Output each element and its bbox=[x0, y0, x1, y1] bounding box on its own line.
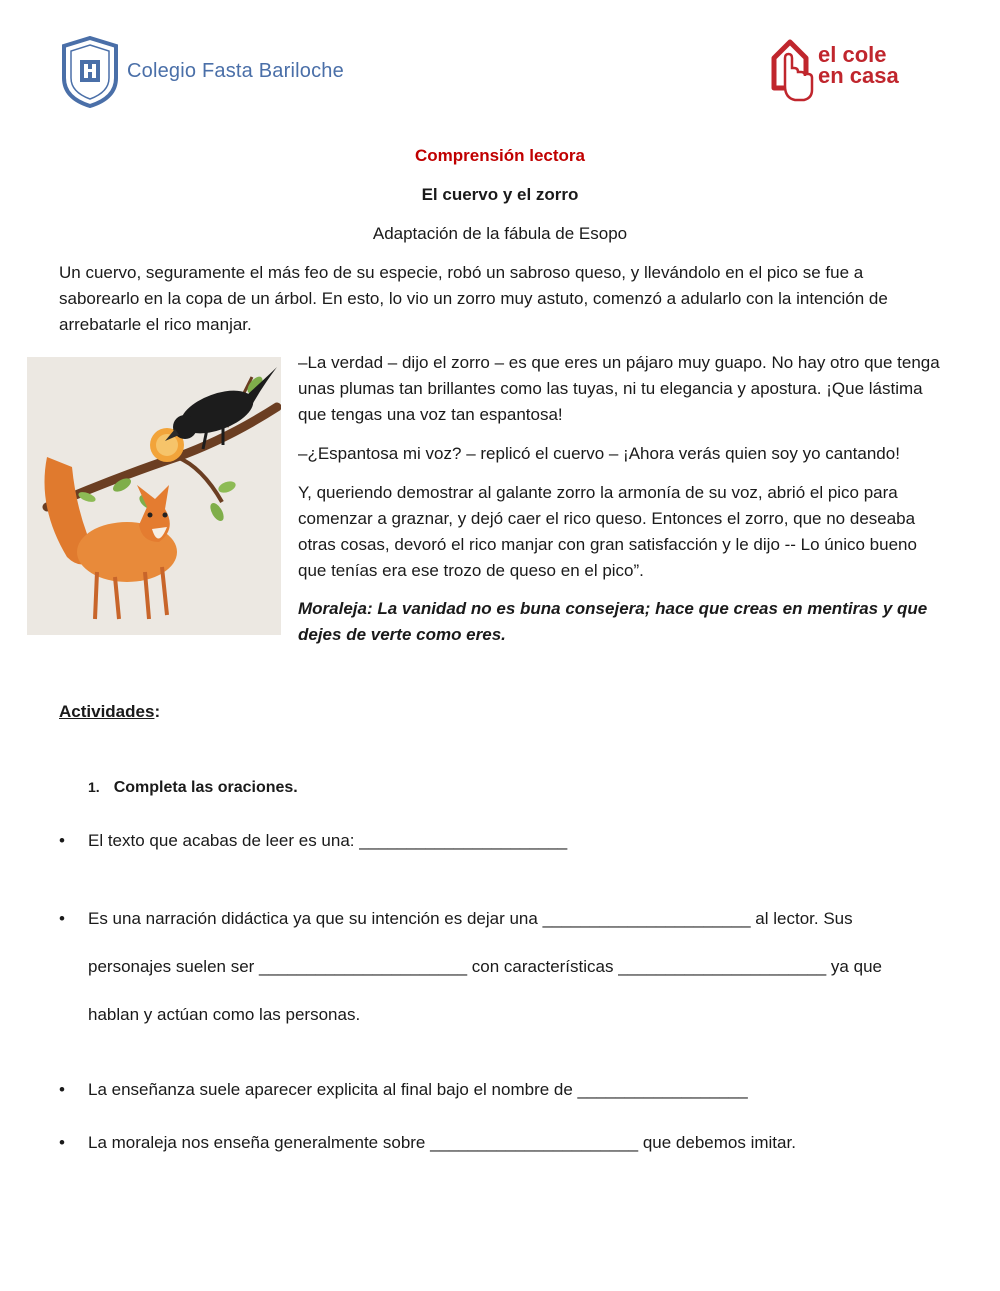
activities-heading-text: Actividades bbox=[59, 702, 155, 721]
crow-fox-illustration bbox=[27, 357, 281, 635]
bullet-text[interactable]: El texto que acabas de leer es una: ______________________ bbox=[88, 831, 568, 850]
home-hand-icon bbox=[768, 36, 818, 106]
bullet-text[interactable]: La enseñanza suele aparecer explicita al final bajo el nombre de __________________ bbox=[88, 1080, 748, 1099]
bullet-icon: • bbox=[59, 831, 65, 850]
question-1 bbox=[88, 779, 298, 797]
story-paragraph-2: –¿Espantosa mi voz? – replicó el cuervo – ¡Ahora verás quien soy yo cantando! bbox=[298, 444, 900, 463]
bullet-item-4 bbox=[59, 1133, 796, 1153]
question-number: 1. bbox=[88, 779, 100, 795]
story-title: El cuervo y el zorro bbox=[421, 185, 579, 204]
brand-line-1: el cole bbox=[818, 42, 887, 67]
story-paragraph-1: –La verdad – dijo el zorro – es que eres un pájaro muy guapo. No hay otro que tenga unas plumas tan brillantes como las tuyas, ni tu elegancia y apostura. ¡Que lástima que tengas una voz tan espantosa! bbox=[298, 353, 940, 424]
brand-name bbox=[818, 44, 899, 86]
bullet-icon: • bbox=[59, 1133, 65, 1152]
bullet-item-2-line-2[interactable]: personajes suelen ser ______________________ con características ______________________ ya que bbox=[88, 957, 882, 976]
story-moral: Moraleja: La vanidad no es buna consejera; hace que creas en mentiras y que dejes de verte como eres. bbox=[298, 599, 928, 644]
story-paragraph-3: Y, queriendo demostrar al galante zorro la armonía de su voz, abrió el pico para comenzar a graznar, y dejó caer el rico queso. Entonces el zorro, que no deseaba otras cosas, devoró el rico manjar con gran satisfacción y le dijo -- Lo único bueno que tenías era ese trozo de queso en el pico”. bbox=[298, 483, 917, 580]
bullet-text[interactable]: La moraleja nos enseña generalmente sobre ______________________ que debemos imitar. bbox=[88, 1133, 796, 1152]
story-intro: Un cuervo, seguramente el más feo de su especie, robó un sabroso queso, y llevándolo en el pico se fue a saborearlo en la copa de un árbol. En esto, lo vio un zorro muy astuto, comenzó a adularlo con la intención de arrebatarle el rico manjar. bbox=[59, 263, 888, 334]
bullet-item-2-line-3: hablan y actúan como las personas. bbox=[88, 1005, 361, 1024]
section-title: Comprensión lectora bbox=[414, 146, 586, 165]
brand-line-2: en casa bbox=[818, 63, 899, 88]
bullet-item-2 bbox=[59, 909, 853, 929]
question-title: Completa las oraciones. bbox=[113, 779, 298, 796]
bullet-item-3 bbox=[59, 1080, 748, 1100]
bullet-icon: • bbox=[59, 909, 65, 928]
bullet-icon: • bbox=[59, 1080, 65, 1099]
school-name: Colegio Fasta Bariloche bbox=[127, 60, 344, 82]
bullet-item-1 bbox=[59, 831, 567, 851]
bullet-text[interactable]: Es una narración didáctica ya que su intención es dejar una ______________________ al lector. Sus bbox=[88, 909, 853, 928]
activities-heading-colon: : bbox=[154, 702, 161, 721]
story-subtitle: Adaptación de la fábula de Esopo bbox=[372, 224, 628, 243]
school-crest-icon bbox=[58, 36, 122, 108]
fable-illustration bbox=[27, 357, 281, 635]
activities-heading bbox=[59, 702, 160, 722]
